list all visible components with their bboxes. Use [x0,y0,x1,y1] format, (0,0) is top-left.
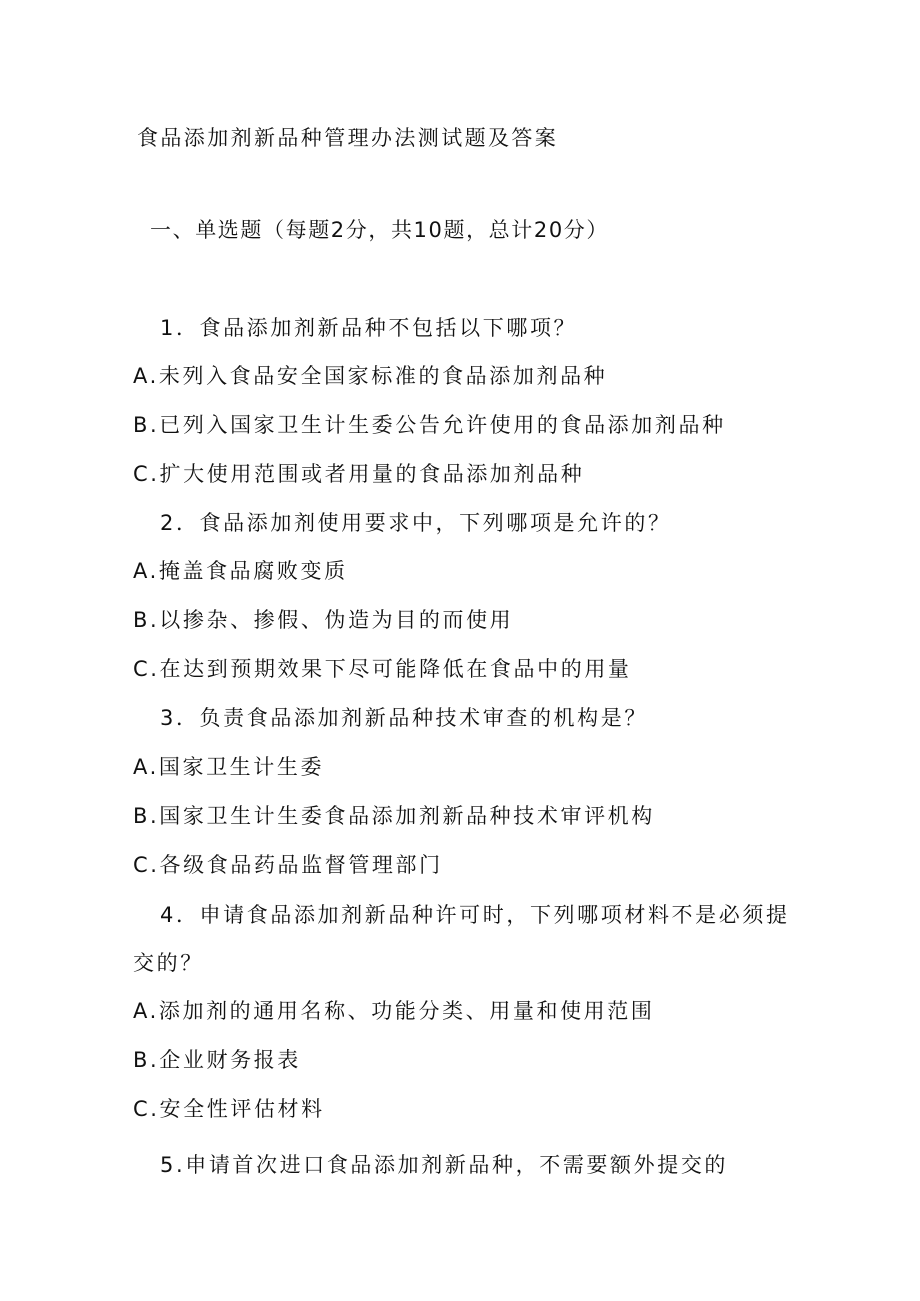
question-2-option-c: C.在达到预期效果下尽可能降低在食品中的用量 [133,657,632,681]
question-1-option-c: C.扩大使用范围或者用量的食品添加剂品种 [133,462,585,486]
question-3-option-b: B.国家卫生计生委食品添加剂新品种技术审评机构 [133,804,655,828]
question-2-option-a: A.掩盖食品腐败变质 [133,559,348,583]
question-3: 3．负责食品添加剂新品种技术审查的机构是？ [160,706,648,730]
question-2: 2．食品添加剂使用要求中，下列哪项是允许的？ [160,511,672,535]
question-1: 1．食品添加剂新品种不包括以下哪项？ [160,316,578,340]
document-title: 食品添加剂新品种管理办法测试题及答案 [137,126,559,150]
question-1-option-a: A.未列入食品安全国家标准的食品添加剂品种 [133,364,608,388]
question-4-line-2: 交的？ [133,951,204,975]
question-4-option-c: C.安全性评估材料 [133,1097,325,1121]
question-4-option-a: A.添加剂的通用名称、功能分类、用量和使用范围 [133,999,655,1023]
question-4-line-1: 4．申请食品添加剂新品种许可时，下列哪项材料不是必须提 [160,903,790,927]
section-heading: 一、单选题（每题2分，共10题，总计20分） [150,218,610,242]
question-4-option-b: B.企业财务报表 [133,1048,301,1072]
question-3-option-c: C.各级食品药品监督管理部门 [133,853,443,877]
question-2-option-b: B.以掺杂、掺假、伪造为目的而使用 [133,608,514,632]
question-5: 5.申请首次进口食品添加剂新品种，不需要额外提交的 [160,1153,729,1177]
question-1-option-b: B.已列入国家卫生计生委公告允许使用的食品添加剂品种 [133,413,726,437]
question-3-option-a: A.国家卫生计生委 [133,755,325,779]
